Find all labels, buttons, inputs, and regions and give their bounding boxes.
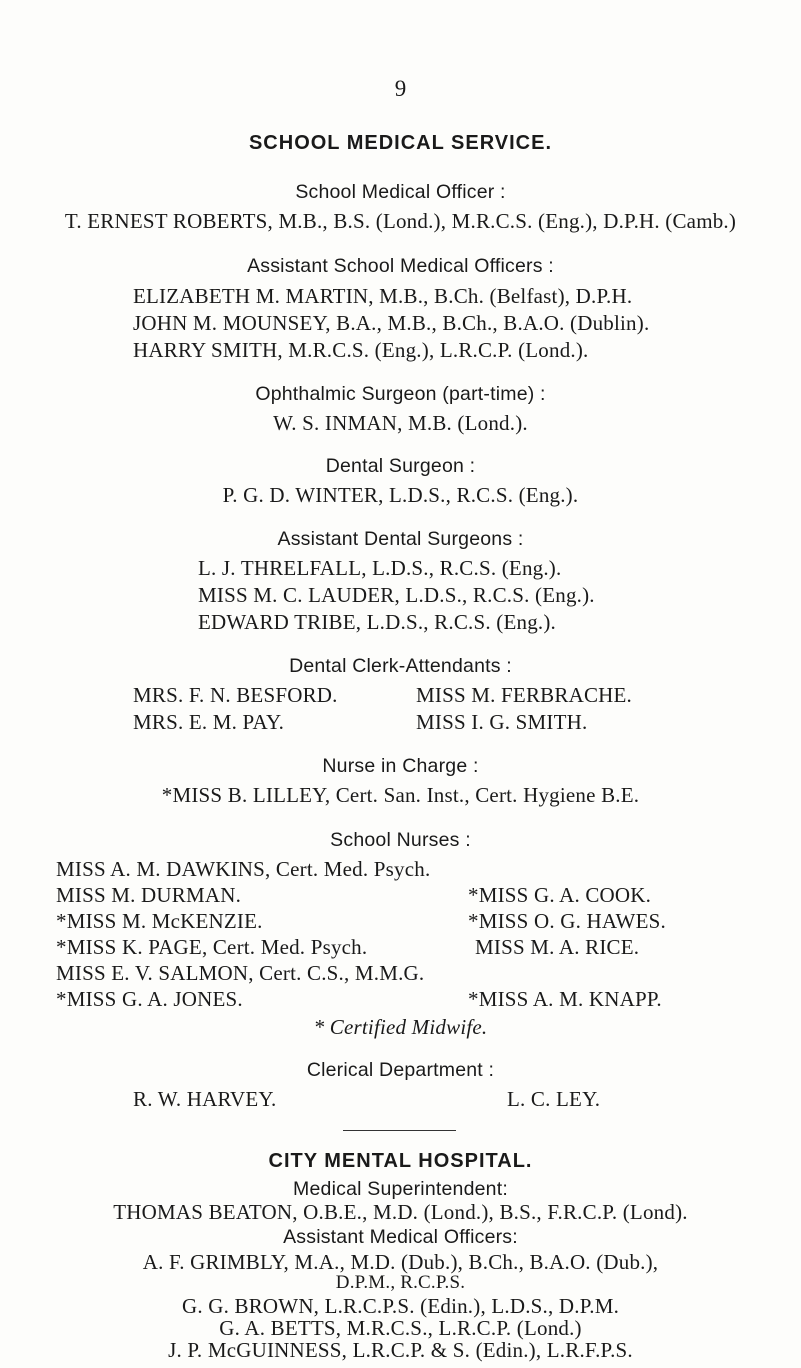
amo-entry: G. G. BROWN, L.R.C.P.S. (Edin.), L.D.S., D.P.M. [181, 1294, 620, 1318]
section-divider [343, 1130, 456, 1131]
amo-entry: D.P.M., R.C.P.S. [335, 1272, 466, 1293]
adental-entry: L. J. THRELFALL, L.D.S., R.C.S. (Eng.). [198, 556, 562, 580]
nurse-entry: *MISS O. G. HAWES. [468, 909, 666, 933]
section-title-school: SCHOOL MEDICAL SERVICE. [248, 132, 553, 154]
nic-name: *MISS B. LILLEY, Cert. San. Inst., Cert. Hygiene B.E. [161, 783, 640, 807]
section-title-hospital: CITY MENTAL HOSPITAL. [268, 1150, 533, 1172]
dental-heading: Dental Surgeon : [325, 455, 476, 477]
clerk-heading: Dental Clerk-Attendants : [289, 655, 512, 677]
dental-name: P. G. D. WINTER, L.D.S., R.C.S. (Eng.). [222, 483, 579, 507]
nurses-heading: School Nurses : [330, 829, 471, 851]
nurse-entry: MISS E. V. SALMON, Cert. C.S., M.M.G. [56, 961, 425, 985]
clerk-entry: MRS. E. M. PAY. [133, 710, 285, 734]
asmo-entry: ELIZABETH M. MARTIN, M.B., B.Ch. (Belfast), D.P.H. [133, 284, 633, 308]
super-name: THOMAS BEATON, O.B.E., M.D. (Lond.), B.S., F.R.C.P. (Lond). [113, 1200, 688, 1224]
oph-name: W. S. INMAN, M.B. (Lond.). [273, 411, 528, 435]
footnote: * Certified Midwife. [313, 1015, 488, 1039]
clerical-entry: L. C. LEY. [507, 1087, 601, 1111]
oph-heading: Ophthalmic Surgeon (part-time) : [255, 383, 546, 405]
clerk-entry: MRS. F. N. BESFORD. [133, 683, 338, 707]
clerk-entry: MISS I. G. SMITH. [416, 710, 588, 734]
clerical-entry: R. W. HARVEY. [133, 1087, 277, 1111]
clerk-entry: MISS M. FERBRACHE. [416, 683, 632, 707]
amo-entry: J. P. McGUINNESS, L.R.C.P. & S. (Edin.), L.R.F.P.S. [168, 1338, 633, 1362]
amo-entry: A. F. GRIMBLY, M.A., M.D. (Dub.), B.Ch., B.A.O. (Dub.), [142, 1250, 659, 1274]
nurse-entry: *MISS G. A. COOK. [468, 883, 652, 907]
page-number: 9 [394, 76, 407, 101]
asmo-entry: HARRY SMITH, M.R.C.S. (Eng.), L.R.C.P. (Lond.). [133, 338, 589, 362]
smo-heading: School Medical Officer : [295, 181, 506, 203]
adental-entry: EDWARD TRIBE, L.D.S., R.C.S. (Eng.). [198, 610, 556, 634]
amo-entry: G. A. BETTS, M.R.C.S., L.R.C.P. (Lond.) [219, 1316, 582, 1340]
super-heading: Medical Superintendent: [293, 1178, 508, 1200]
nic-heading: Nurse in Charge : [322, 755, 479, 777]
adental-heading: Assistant Dental Surgeons : [277, 528, 524, 550]
nurse-entry: *MISS G. A. JONES. [56, 987, 243, 1011]
nurse-entry: *MISS A. M. KNAPP. [468, 987, 662, 1011]
asmo-entry: JOHN M. MOUNSEY, B.A., M.B., B.Ch., B.A.O. (Dublin). [133, 311, 650, 335]
asmo-heading: Assistant School Medical Officers : [247, 255, 554, 277]
nurse-entry: MISS M. A. RICE. [475, 935, 640, 959]
nurse-entry: *MISS M. McKENZIE. [56, 909, 263, 933]
nurse-entry: MISS A. M. DAWKINS, Cert. Med. Psych. [56, 857, 431, 881]
nurse-entry: *MISS K. PAGE, Cert. Med. Psych. [56, 935, 368, 959]
clerical-heading: Clerical Department : [306, 1059, 495, 1081]
amo-heading: Assistant Medical Officers: [283, 1226, 518, 1248]
nurse-entry: MISS M. DURMAN. [56, 883, 242, 907]
adental-entry: MISS M. C. LAUDER, L.D.S., R.C.S. (Eng.). [198, 583, 595, 607]
smo-name: T. ERNEST ROBERTS, M.B., B.S. (Lond.), M.R.C.S. (Eng.), D.P.H. (Camb.) [64, 209, 737, 233]
